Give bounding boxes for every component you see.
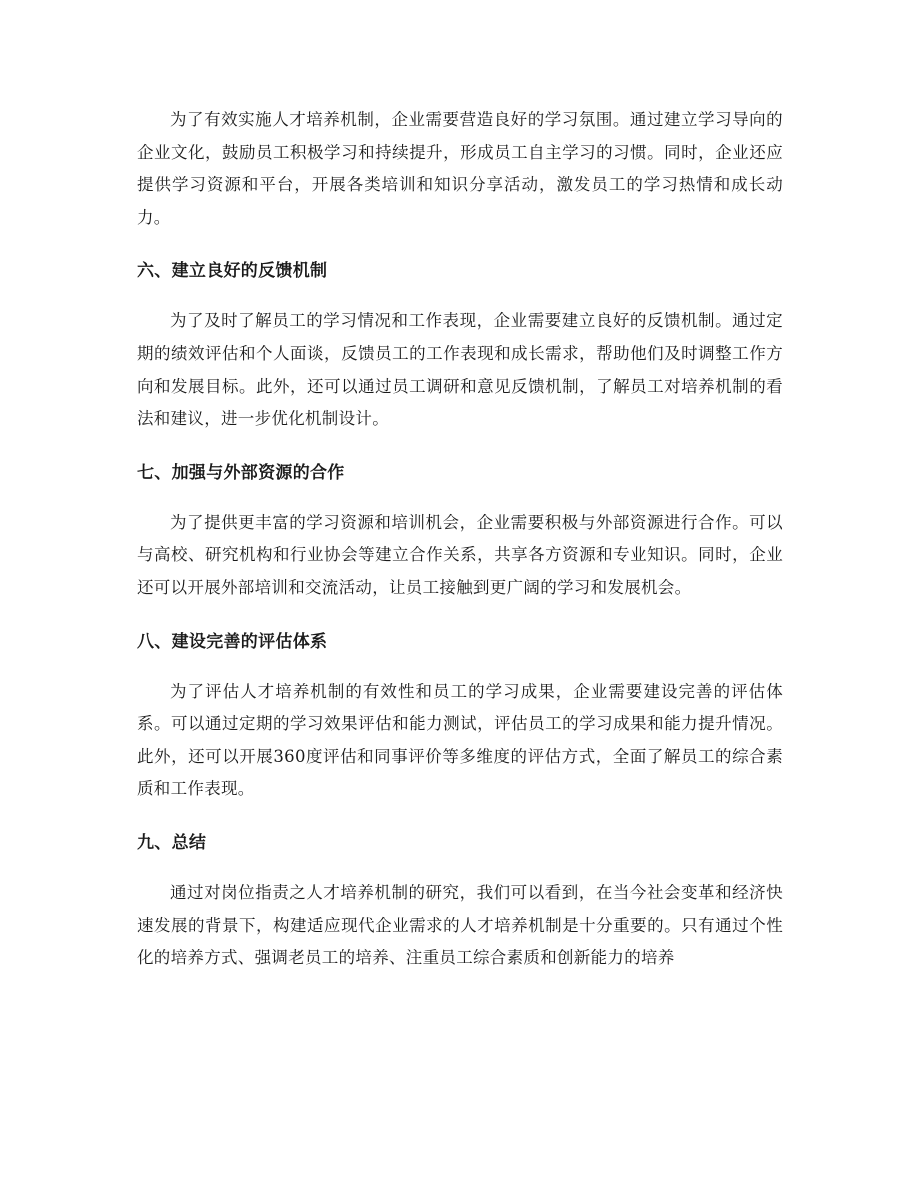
paragraph-feedback-mechanism: 为了及时了解员工的学习情况和工作表现，企业需要建立良好的反馈机制。通过定期的绩效评估和个人面谈，反馈员工的工作表现和成长需求，帮助他们及时调整工作方向和发展目标。此外，还可以通过员工调研和意见反馈机制，了解员工对培养机制的看法和建议，进一步优化机制设计。 bbox=[137, 311, 783, 429]
paragraph-summary: 通过对岗位指责之人才培养机制的研究，我们可以看到，在当今社会变革和经济快速发展的背景下，构建适应现代企业需求的人才培养机制是十分重要的。只有通过个性化的培养方式、强调老员工的培养、注重员工综合素质和创新能力的培养 bbox=[137, 882, 783, 968]
heading-section-7: 七、加强与外部资源的合作 bbox=[137, 462, 345, 483]
paragraph-evaluation-system: 为了评估人才培养机制的有效性和员工的学习成果，企业需要建设完善的评估体系。可以通过定期的学习效果评估和能力测试，评估员工的学习成果和能力提升情况。此外，还可以开展360度评估和同事评价等多维度的评估方式，全面了解员工的综合素质和工作表现。 bbox=[137, 681, 783, 799]
heading-section-6: 六、建立良好的反馈机制 bbox=[137, 261, 328, 282]
paragraph-learning-atmosphere: 为了有效实施人才培养机制，企业需要营造良好的学习氛围。通过建立学习导向的企业文化，鼓励员工积极学习和持续提升，形成员工自主学习的习惯。同时，企业还应提供学习资源和平台，开展各类培训和知识分享活动，激发员工的学习热情和成长动力。 bbox=[137, 110, 783, 227]
heading-section-9: 九、总结 bbox=[137, 832, 207, 853]
document-body bbox=[137, 104, 783, 975]
paragraph-external-cooperation: 为了提供更丰富的学习资源和培训机会，企业需要积极与外部资源进行合作。可以与高校、研究机构和行业协会等建立合作关系，共享各方资源和专业知识。同时，企业还可以开展外部培训和交流活动，让员工接触到更广阔的学习和发展机会。 bbox=[137, 512, 783, 597]
heading-section-8: 八、建设完善的评估体系 bbox=[137, 631, 328, 652]
